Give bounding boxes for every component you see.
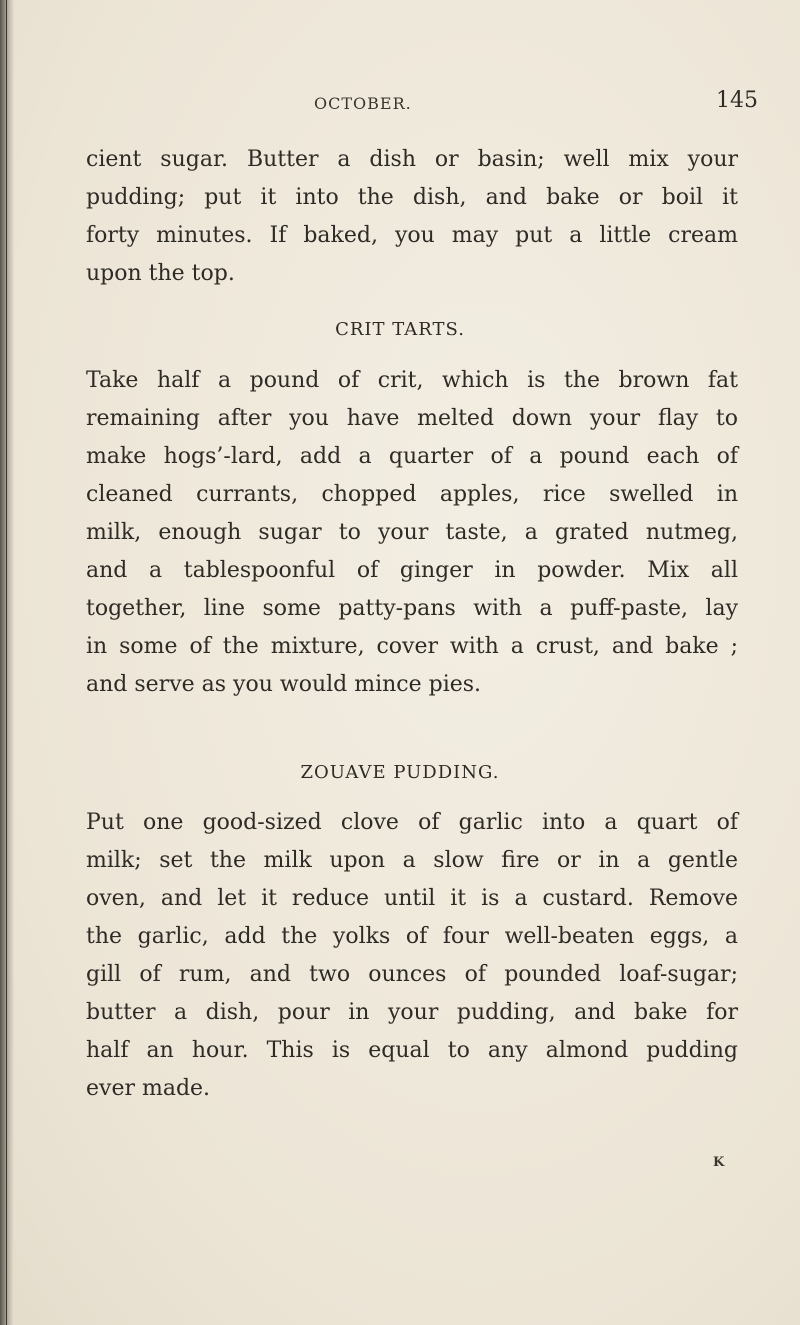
zouave-line-8: ever made. xyxy=(86,1076,211,1101)
binding-line xyxy=(6,0,7,1325)
intro-line-1: cient sugar. Butter a dish or basin; well mix your xyxy=(86,147,738,172)
crit-tarts-line-7: together, line some patty-pans with a puff-paste, lay xyxy=(86,596,738,621)
zouave-line-7: half an hour. This is equal to any almond pudding xyxy=(86,1038,738,1063)
crit-tarts-line-4: cleaned currants, chopped apples, rice swelled in xyxy=(86,482,738,507)
running-head: OCTOBER. xyxy=(314,94,412,113)
intro-line-3: forty minutes. If baked, you may put a little cream xyxy=(86,223,738,248)
crit-tarts-line-6: and a tablespoonful of ginger in powder. Mix all xyxy=(86,558,738,583)
signature-mark: K xyxy=(713,1155,725,1170)
zouave-line-1: Put one good-sized clove of garlic into a quart of xyxy=(86,810,738,835)
page-header xyxy=(0,88,800,118)
crit-tarts-line-3: make hogs’-lard, add a quarter of a pound each of xyxy=(86,444,738,469)
intro-line-4: upon the top. xyxy=(86,261,235,286)
zouave-pudding-title: ZOUAVE PUDDING. xyxy=(300,762,500,783)
crit-tarts-line-2: remaining after you have melted down your flay to xyxy=(86,406,738,431)
crit-tarts-line-8: in some of the mixture, cover with a crust, and bake ; xyxy=(86,634,738,659)
crit-tarts-line-9: and serve as you would mince pies. xyxy=(86,672,482,697)
zouave-line-6: butter a dish, pour in your pudding, and bake for xyxy=(86,1000,738,1025)
page-binding-edge xyxy=(0,0,14,1325)
intro-line-2: pudding; put it into the dish, and bake or boil it xyxy=(86,185,738,210)
page-number: 145 xyxy=(716,88,758,113)
zouave-line-2: milk; set the milk upon a slow fire or in a gentle xyxy=(86,848,738,873)
zouave-line-3: oven, and let it reduce until it is a custard. Remove xyxy=(86,886,738,911)
crit-tarts-line-1: Take half a pound of crit, which is the brown fat xyxy=(86,368,738,393)
crit-tarts-line-5: milk, enough sugar to your taste, a grated nutmeg, xyxy=(86,520,738,545)
zouave-line-4: the garlic, add the yolks of four well-beaten eggs, a xyxy=(86,924,738,949)
crit-tarts-title: CRIT TARTS. xyxy=(335,319,465,340)
zouave-line-5: gill of rum, and two ounces of pounded loaf-sugar; xyxy=(86,962,738,987)
